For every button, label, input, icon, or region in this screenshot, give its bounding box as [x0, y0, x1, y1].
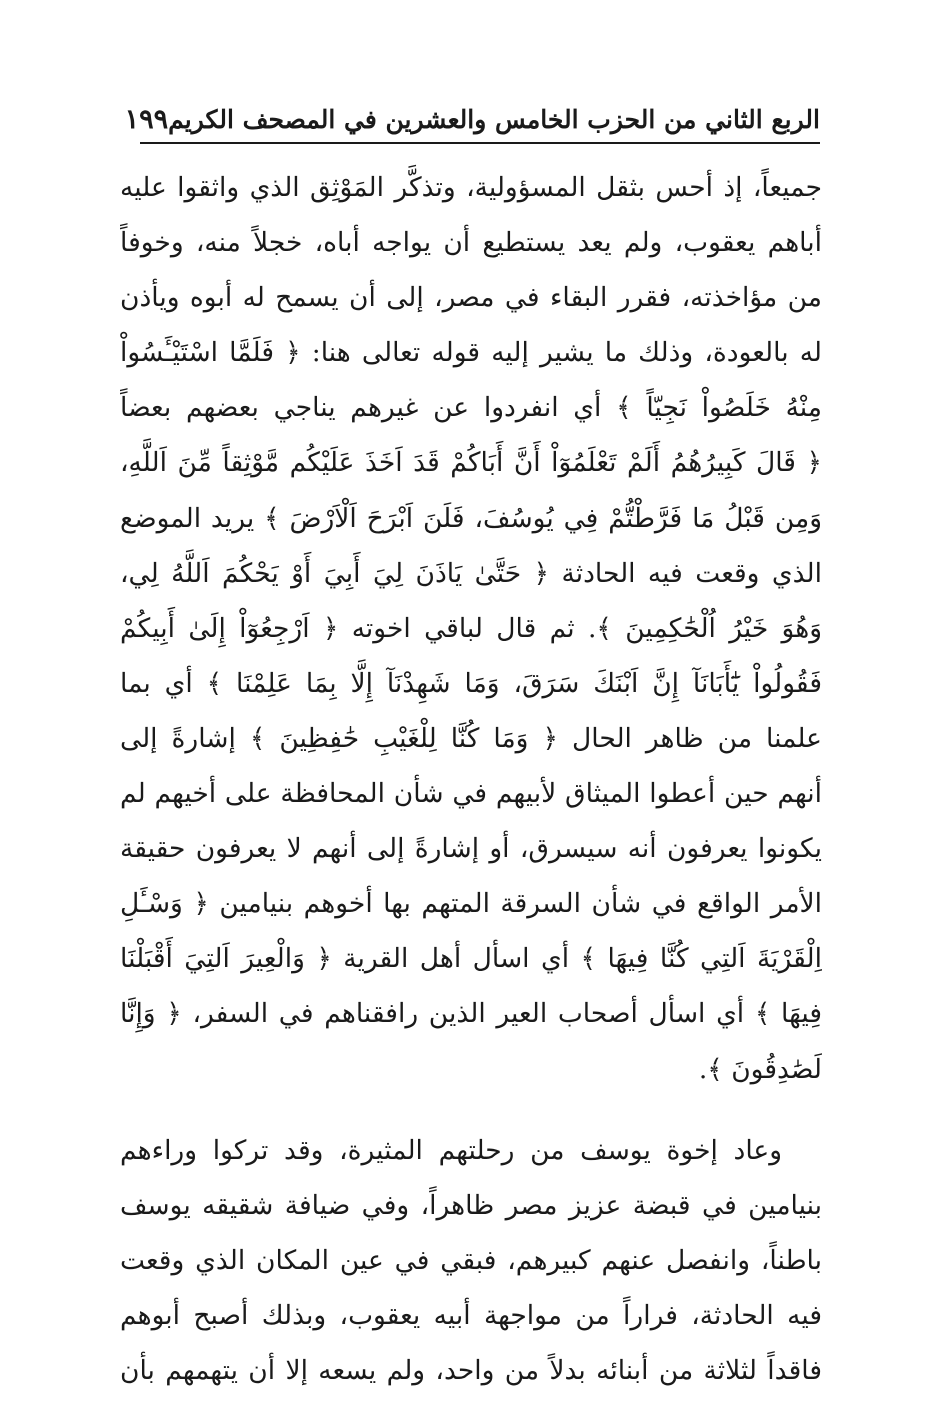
text-line: جميعاً، إذ أحس بثقل المسؤولية، وتذكَّر المَوْثِق الذي واثقوا عليه [120, 172, 822, 203]
paragraph-2 [120, 1123, 822, 1398]
text-line: الذي وقعت فيه الحادثة ﴿ حَتَّىٰ يَاذَنَ لِيَ أَبِيَ أَوْ يَحْكُمَ اَللَّهُ لِي، [120, 557, 822, 589]
text-line: له بالعودة، وذلك ما يشير إليه قوله تعالى هنا: ﴿ فَلَمَّا اسْتَيْـَٔسُواْ [120, 337, 822, 369]
text-line: فَقُولُواْ يَٰٓأَبَانَآ إِنَّ اَبْنَكَ سَرَقَ، وَمَا شَهِدْنَآ إِلَّا بِمَا عَلِمْنَا ﴾ أي بما [120, 667, 822, 699]
text-line: أباهم يعقوب، ولم يعد يستطيع أن يواجه أباه، خجلاً منه، وخوفاً [120, 227, 822, 259]
text-line: وعاد إخوة يوسف من رحلتهم المثيرة، وقد تركوا وراءهم [120, 1134, 782, 1166]
text-line: لَصَٰدِقُونَ ﴾. [698, 1053, 822, 1085]
text-line: علمنا من ظاهر الحال ﴿ وَمَا كُنَّا لِلْغَيْبِ حَٰفِظِينَ ﴾ إشارةً إلى [120, 722, 822, 754]
text-line: اِلْقَرْيَةَ اَلتِي كُنَّا فِيهَا ﴾ أي اسأل أهل القرية ﴿ وَالْعِيرَ اَلتِيَ أَقْبَلْنَا [120, 943, 822, 975]
text-line: باطناً، وانفصل عنهم كبيرهم، فبقي في عين المكان الذي وقعت [120, 1244, 822, 1276]
text-line: يكونوا يعرفون أنه سيسرق، أو إشارةً إلى أنهم لا يعرفون حقيقة [120, 833, 822, 865]
body-text [120, 160, 822, 1398]
running-title: الربع الثاني من الحزب الخامس والعشرين في المصحف الكريم [168, 105, 820, 134]
text-line: ﴿ قَالَ كَبِيرُهُمُ أَلَمْ تَعْلَمُوٓاْ أَنَّ أَبَاكُمْ قَدَ اَخَذَ عَلَيْكُم مَّوْثِقاً مِّنَ اَللَّهِ، [120, 447, 822, 479]
paragraph-1 [120, 160, 822, 1097]
text-line: مِنْهُ خَلَصُواْ نَجِيّاً ﴾ أي انفردوا عن غيرهم يناجي بعضهم بعضاً [120, 392, 822, 424]
text-line: فِيهَا ﴾ أي اسأل أصحاب العير الذين رافقناهم في السفر، ﴿ وَإِنَّا [120, 998, 822, 1030]
text-line: من مؤاخذته، فقرر البقاء في مصر، إلى أن يسمح له أبوه ويأذن [120, 282, 822, 314]
text-line: بنيامين في قبضة عزيز مصر ظاهراً، وفي ضيافة شقيقه يوسف [120, 1189, 822, 1221]
text-line: فاقداً لثلاثة من أبنائه بدلاً من واحد، ولم يسعه إلا أن يتهمهم بأن [120, 1354, 822, 1386]
running-head [124, 96, 820, 144]
text-line: الأمر الواقع في شأن السرقة المتهم بها أخوهم بنيامين ﴿ وَسْـَٔلِ [120, 888, 822, 920]
text-line: وَمِن قَبْلُ مَا فَرَّطْتُّمْ فِي يُوسُفَ، فَلَنَ اَبْرَحَ اَلْاَرْضَ ﴾ يريد الموضع [120, 502, 822, 534]
text-line: فيه الحادثة، فراراً من مواجهة أبيه يعقوب، وبذلك أصبح أبوهم [120, 1299, 822, 1331]
page-number: ١٩٩ [124, 104, 169, 135]
paragraph-gap [120, 1097, 822, 1123]
text-line: وَهُوَ خَيْرُ اُلْحَٰكِمِينَ ﴾. ثم قال لباقي اخوته ﴿ اَرْجِعُوٓاْ إِلَىٰ أَبِيكُمْ [120, 612, 822, 644]
text-line: أنهم حين أعطوا الميثاق لأبيهم في شأن المحافظة على أخيهم لم [120, 778, 822, 810]
